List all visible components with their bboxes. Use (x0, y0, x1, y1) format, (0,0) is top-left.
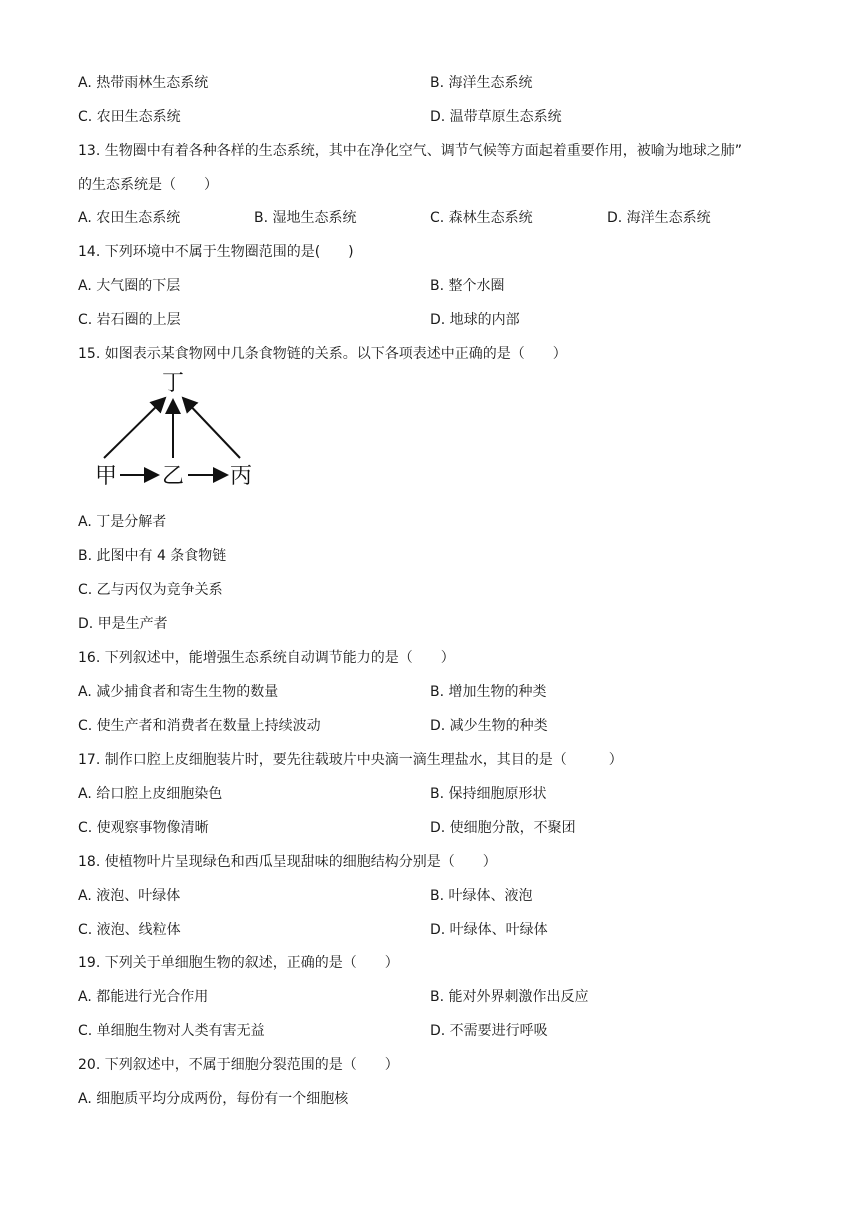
q13-option-d: D. 海洋生态系统 (607, 210, 711, 226)
q20-option-a: A. 细胞质平均分成两份，每份有一个细胞核 (78, 1091, 349, 1107)
q19-stem: 19. 下列关于单细胞生物的叙述，正确的是（ ） (78, 955, 399, 971)
q13-option-a: A. 农田生态系统 (78, 210, 181, 226)
q17-option-a: A. 给口腔上皮细胞染色 (78, 786, 223, 802)
q14-option-b: B. 整个水圈 (430, 278, 505, 294)
q19-option-a: A. 都能进行光合作用 (78, 989, 209, 1005)
q16-option-d: D. 减少生物的种类 (430, 718, 548, 734)
q20-stem: 20. 下列叙述中，不属于细胞分裂范围的是（ ） (78, 1057, 399, 1073)
q13-option-b: B. 湿地生态系统 (254, 210, 357, 226)
node-ding: 丁 (162, 371, 185, 396)
q18-stem: 18. 使植物叶片呈现绿色和西瓜呈现甜味的细胞结构分别是（ ） (78, 854, 497, 870)
q14-option-c: C. 岩石圈的上层 (78, 312, 181, 328)
q17-option-c: C. 使观察事物像清晰 (78, 820, 209, 836)
q14-option-a: A. 大气圈的下层 (78, 278, 181, 294)
node-jia: 甲 (95, 464, 118, 489)
node-yi: 乙 (162, 464, 185, 489)
q16-option-c: C. 使生产者和消费者在数量上持续波动 (78, 718, 321, 734)
q13-stem-line1: 13. 生物圈中有着各种各样的生态系统，其中在净化空气、调节气候等方面起着重要作用，被喻为地球之肺” (78, 143, 742, 159)
q14-option-d: D. 地球的内部 (430, 312, 520, 328)
q16-option-a: A. 减少捕食者和寄生生物的数量 (78, 684, 279, 700)
q17-stem: 17. 制作口腔上皮细胞装片时，要先往载玻片中央滴一滴生理盐水，其目的是（ ） (78, 752, 623, 768)
q15-option-c: C. 乙与丙仅为竞争关系 (78, 582, 223, 598)
q15-option-b: B. 此图中有 4 条食物链 (78, 548, 227, 564)
q18-option-b: B. 叶绿体、液泡 (430, 888, 533, 904)
q18-option-a: A. 液泡、叶绿体 (78, 888, 181, 904)
q19-option-b: B. 能对外界刺激作出反应 (430, 989, 589, 1005)
q19-option-d: D. 不需要进行呼吸 (430, 1023, 548, 1039)
food-web-diagram (90, 368, 270, 496)
q17-option-b: B. 保持细胞原形状 (430, 786, 547, 802)
q12-option-a: A. 热带雨林生态系统 (78, 75, 209, 91)
arrow-jia-ding (104, 398, 165, 458)
q16-stem: 16. 下列叙述中，能增强生态系统自动调节能力的是（ ） (78, 650, 455, 666)
q19-option-c: C. 单细胞生物对人类有害无益 (78, 1023, 265, 1039)
arrow-bing-ding (183, 398, 240, 458)
q17-option-d: D. 使细胞分散，不聚团 (430, 820, 576, 836)
q12-option-b: B. 海洋生态系统 (430, 75, 533, 91)
q12-option-c: C. 农田生态系统 (78, 109, 181, 125)
q12-option-d: D. 温带草原生态系统 (430, 109, 562, 125)
q16-option-b: B. 增加生物的种类 (430, 684, 547, 700)
node-bing: 丙 (230, 464, 253, 489)
q13-option-c: C. 森林生态系统 (430, 210, 533, 226)
q15-option-d: D. 甲是生产者 (78, 616, 168, 632)
q18-option-c: C. 液泡、线粒体 (78, 922, 181, 938)
q14-stem: 14. 下列环境中不属于生物圈范围的是( ) (78, 244, 354, 260)
q15-option-a: A. 丁是分解者 (78, 514, 167, 530)
q15-stem: 15. 如图表示某食物网中几条食物链的关系。以下各项表述中正确的是（ ） (78, 346, 567, 362)
q18-option-d: D. 叶绿体、叶绿体 (430, 922, 548, 938)
q13-stem-line2: 的生态系统是（ ） (78, 177, 218, 193)
